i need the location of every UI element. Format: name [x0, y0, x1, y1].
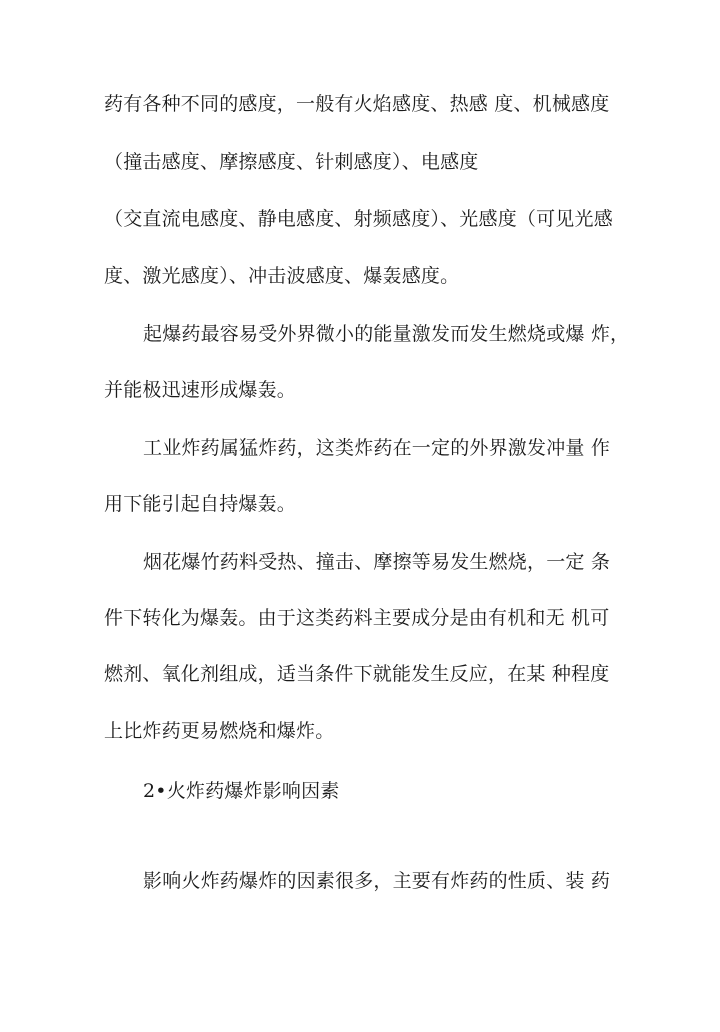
paragraph-line-6: 并能极迅速形成爆轰。 — [104, 379, 297, 401]
paragraph-line-8: 用下能引起自持爆轰。 — [104, 493, 297, 515]
paragraph-line-5: 起爆药最容易受外界微小的能量激发而发生燃烧或爆 炸， — [143, 323, 630, 345]
section-heading: 2•火炸药爆炸影响因素 — [143, 780, 340, 802]
paragraph-line-4: 度、激光感度）、冲击波感度、爆轰感度。 — [104, 265, 460, 287]
paragraph-line-13: 影响火炸药爆炸的因素很多，主要有炸药的性质、装 药 — [143, 870, 611, 892]
paragraph-line-11: 燃剂、氧化剂组成，适当条件下就能发生反应，在某 种程度 — [104, 663, 610, 685]
paragraph-line-3: （交直流电感度、静电感度、射频感度）、光感度（可见光感 — [104, 208, 613, 230]
paragraph-line-7: 工业炸药属猛炸药，这类炸药在一定的外界激发冲量 作 — [143, 437, 611, 459]
paragraph-line-10: 件下转化为爆轰。由于这类药料主要成分是由有机和无 机可 — [104, 607, 610, 629]
paragraph-line-9: 烟花爆竹药料受热、撞击、摩擦等易发生燃烧，一定 条 — [143, 551, 611, 573]
paragraph-line-12: 上比炸药更易燃烧和爆炸。 — [104, 720, 335, 742]
paragraph-line-2: （撞击感度、摩擦感度、针刺感度）、电感度 — [104, 151, 479, 173]
paragraph-line-1: 药有各种不同的感度，一般有火焰感度、热感 度、机械感度 — [104, 93, 610, 115]
